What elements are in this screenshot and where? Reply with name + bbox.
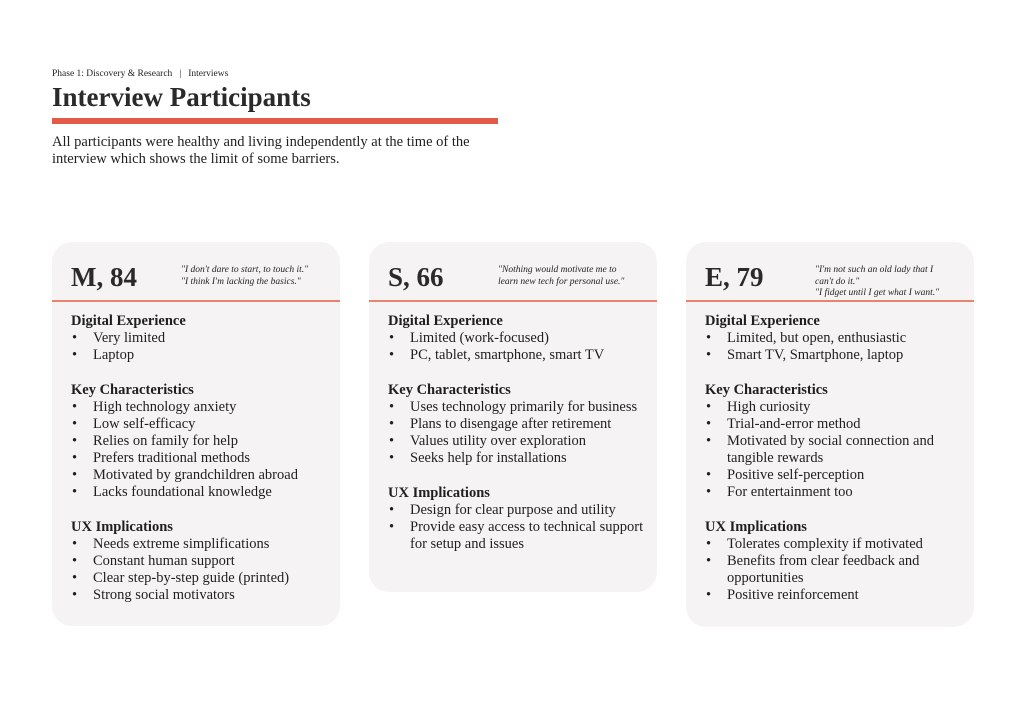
item-list bbox=[388, 502, 645, 553]
breadcrumb-phase: Phase 1: Discovery & Research bbox=[52, 69, 173, 79]
list-item: • Uses technology primarily for business bbox=[388, 399, 645, 416]
list-item: • High technology anxiety bbox=[71, 399, 328, 416]
participant-quote bbox=[181, 265, 336, 288]
section-title: Digital Experience bbox=[388, 313, 503, 329]
item-list bbox=[71, 536, 328, 604]
list-item: • Clear step-by-step guide (printed) bbox=[71, 570, 328, 587]
section-digital-experience bbox=[71, 313, 328, 364]
list-item: • Positive self-perception bbox=[705, 467, 962, 484]
participant-name: E, 79 bbox=[705, 262, 764, 292]
section-title: Key Characteristics bbox=[388, 382, 511, 398]
title-underline bbox=[52, 118, 498, 124]
breadcrumb bbox=[52, 69, 228, 79]
breadcrumb-section: Interviews bbox=[188, 69, 229, 79]
quote-line: "I'm not such an old lady that I bbox=[815, 265, 934, 275]
list-item: • PC, tablet, smartphone, smart TV bbox=[388, 347, 645, 364]
list-item: • Provide easy access to technical support for setup and issues bbox=[388, 519, 645, 553]
list-item: • Positive reinforcement bbox=[705, 587, 962, 604]
section-ux-implications bbox=[705, 519, 962, 604]
quote-line: "I think I'm lacking the basics." bbox=[181, 276, 301, 287]
quote-line: can't do it." bbox=[815, 276, 860, 287]
quote-line: "I fidget until I get what I want." bbox=[815, 288, 940, 298]
section-title: Key Characteristics bbox=[71, 382, 194, 398]
participant-quote bbox=[498, 265, 653, 288]
section-digital-experience bbox=[388, 313, 645, 364]
item-list bbox=[388, 330, 645, 364]
page-title: Interview Participants bbox=[52, 82, 311, 112]
item-list bbox=[705, 330, 962, 364]
card-body bbox=[369, 302, 657, 565]
breadcrumb-separator: | bbox=[179, 69, 182, 79]
quote-line: "I don't dare to start, to touch it." bbox=[181, 265, 309, 275]
card-body bbox=[52, 302, 340, 616]
section-title: UX Implications bbox=[71, 519, 173, 535]
item-list bbox=[71, 330, 328, 364]
participant-card-e bbox=[686, 242, 974, 627]
list-item: • High curiosity bbox=[705, 399, 962, 416]
quote-line: "Nothing would motivate me to bbox=[498, 265, 617, 275]
list-item: • Motivated by grandchildren abroad bbox=[71, 467, 328, 484]
section-key-characteristics bbox=[71, 382, 328, 501]
section-key-characteristics bbox=[388, 382, 645, 467]
list-item: • Prefers traditional methods bbox=[71, 450, 328, 467]
list-item: • Smart TV, Smartphone, laptop bbox=[705, 347, 962, 364]
card-header bbox=[52, 242, 340, 302]
list-item: • Design for clear purpose and utility bbox=[388, 502, 645, 519]
section-title: Digital Experience bbox=[705, 313, 820, 329]
participant-quote bbox=[815, 265, 970, 300]
item-list bbox=[705, 536, 962, 604]
list-item: • Laptop bbox=[71, 347, 328, 364]
list-item: • Needs extreme simplifications bbox=[71, 536, 328, 553]
section-title: UX Implications bbox=[388, 485, 490, 501]
list-item: • Motivated by social connection and tangible rewards bbox=[705, 433, 962, 467]
card-header bbox=[369, 242, 657, 302]
list-item: • Limited, but open, enthusiastic bbox=[705, 330, 962, 347]
intro-text: All participants were healthy and living independently at the time of the interview which shows the limit of some barriers. bbox=[52, 134, 470, 167]
item-list bbox=[71, 399, 328, 501]
participant-card-m bbox=[52, 242, 340, 626]
section-digital-experience bbox=[705, 313, 962, 364]
participant-name: M, 84 bbox=[71, 262, 137, 292]
list-item: • Values utility over exploration bbox=[388, 433, 645, 450]
item-list bbox=[388, 399, 645, 467]
participant-name: S, 66 bbox=[388, 262, 444, 292]
section-title: Key Characteristics bbox=[705, 382, 828, 398]
section-title: UX Implications bbox=[705, 519, 807, 535]
section-key-characteristics bbox=[705, 382, 962, 501]
list-item: • Tolerates complexity if motivated bbox=[705, 536, 962, 553]
list-item: • Constant human support bbox=[71, 553, 328, 570]
item-list bbox=[705, 399, 962, 501]
list-item: • Benefits from clear feedback and opportunities bbox=[705, 553, 962, 587]
list-item: • Trial-and-error method bbox=[705, 416, 962, 433]
section-ux-implications bbox=[71, 519, 328, 604]
list-item: • Very limited bbox=[71, 330, 328, 347]
list-item: • Low self-efficacy bbox=[71, 416, 328, 433]
list-item: • Limited (work-focused) bbox=[388, 330, 645, 347]
list-item: • For entertainment too bbox=[705, 484, 962, 501]
section-title: Digital Experience bbox=[71, 313, 186, 329]
quote-line: learn new tech for personal use." bbox=[498, 276, 625, 287]
card-body bbox=[686, 302, 974, 616]
list-item: • Seeks help for installations bbox=[388, 450, 645, 467]
list-item: • Strong social motivators bbox=[71, 587, 328, 604]
participant-card-s bbox=[369, 242, 657, 592]
card-header bbox=[686, 242, 974, 302]
list-item: • Relies on family for help bbox=[71, 433, 328, 450]
list-item: • Lacks foundational knowledge bbox=[71, 484, 328, 501]
section-ux-implications bbox=[388, 485, 645, 553]
list-item: • Plans to disengage after retirement bbox=[388, 416, 645, 433]
